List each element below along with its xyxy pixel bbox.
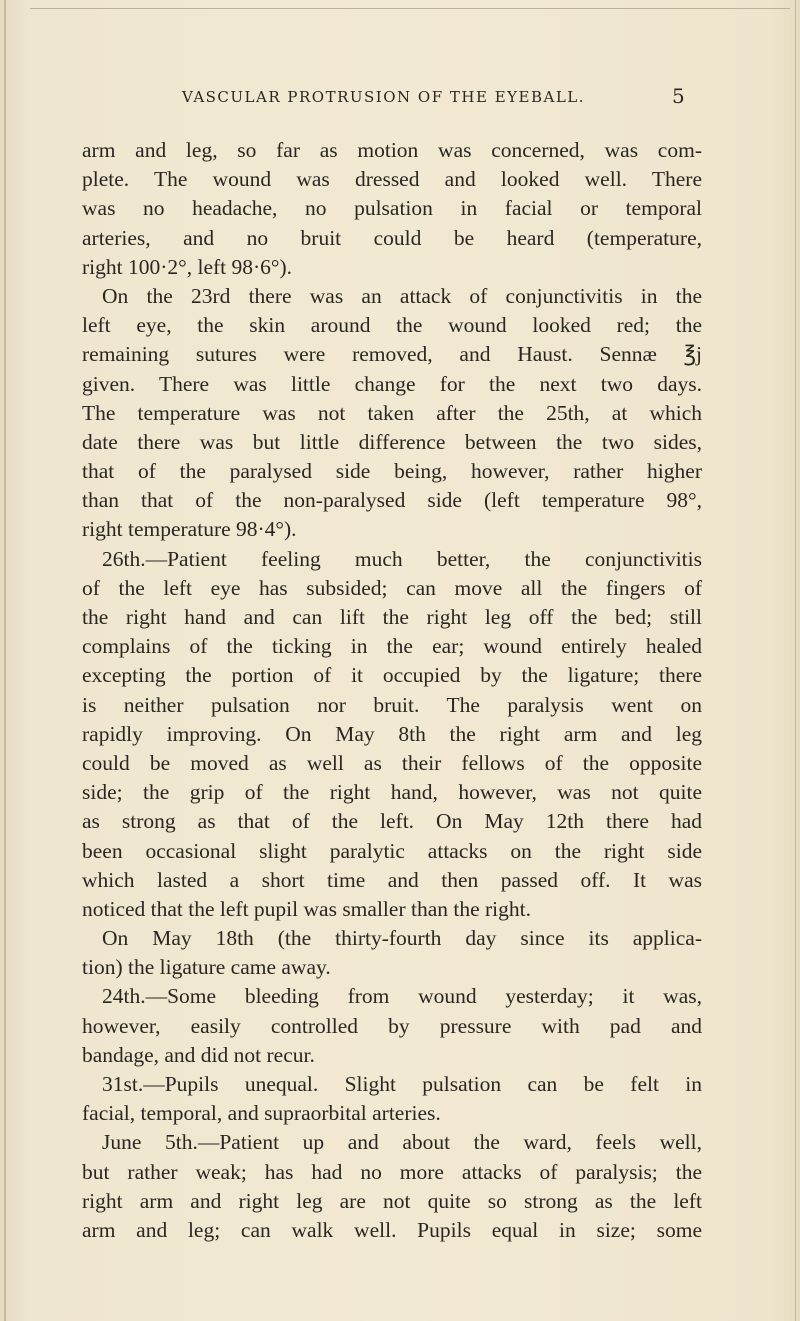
text-line: is neither pulsation nor bruit. The paralysis went on (82, 692, 702, 717)
text-line: plete. The wound was dressed and looked well. There (82, 167, 702, 192)
text-line: been occasional slight paralytic attacks on the right side (82, 838, 702, 863)
page-top-edge (30, 8, 790, 9)
text-line: On the 23rd there was an attack of conjunctivitis in the (102, 283, 702, 308)
text-line: rapidly improving. On May 8th the right arm and leg (82, 721, 702, 746)
text-line: noticed that the left pupil was smaller than the right. (82, 896, 531, 921)
text-line: complains of the ticking in the ear; wound entirely healed (82, 634, 702, 659)
text-line: facial, temporal, and supraorbital arteries. (82, 1101, 441, 1126)
text-line: tion) the ligature came away. (82, 955, 331, 980)
text-line: which lasted a short time and then passed off. It was (82, 867, 702, 892)
text-line: On May 18th (the thirty-fourth day since its applica- (102, 926, 702, 951)
text-line: side; the grip of the right hand, however, was not quite (82, 780, 702, 805)
text-line: right 100·2°, left 98·6°). (82, 254, 293, 279)
body-text (82, 136, 702, 1245)
text-line: 31st.—Pupils unequal. Slight pulsation can be felt in (102, 1072, 702, 1096)
text-line: could be moved as well as their fellows of the opposite (82, 750, 702, 775)
page-number: 5 (672, 84, 685, 108)
text-line: that of the paralysed side being, however, rather higher (82, 459, 702, 484)
text-line: right arm and right leg are not quite so strong as the left (82, 1188, 702, 1213)
page-gutter-shadow (4, 0, 6, 1321)
text-line: excepting the portion of it occupied by the ligature; there (82, 663, 702, 688)
text-line: arm and leg, so far as motion was concerned, was com- (82, 138, 702, 162)
text-line: the right hand and can lift the right leg off the bed; still (82, 605, 702, 629)
text-line: left eye, the skin around the wound looked red; the (82, 313, 702, 338)
page-header (182, 88, 660, 106)
text-line: 24th.—Some bleeding from wound yesterday; it was, (102, 984, 702, 1009)
text-line: was no headache, no pulsation in facial or temporal (82, 196, 702, 221)
text-line: arm and leg; can walk well. Pupils equal in size; some (82, 1217, 702, 1242)
page-right-edge (795, 0, 796, 1321)
text-line: of the left eye has subsided; can move all the fingers of (82, 575, 702, 600)
text-line: however, easily controlled by pressure with pad and (82, 1013, 702, 1038)
text-line: remaining sutures were removed, and Haust. Sennæ ℥j (82, 342, 702, 367)
text-line: given. There was little change for the next two days. (82, 371, 702, 396)
text-line: June 5th.—Patient up and about the ward, feels well, (102, 1130, 702, 1155)
text-line: as strong as that of the left. On May 12th there had (82, 809, 702, 834)
text-line: but rather weak; has had no more attacks of paralysis; the (82, 1159, 702, 1184)
text-line: The temperature was not taken after the 25th, at which (82, 400, 702, 425)
text-line: right temperature 98·4°). (82, 517, 297, 542)
text-line: arteries, and no bruit could be heard (temperature, (82, 225, 702, 250)
text-line: bandage, and did not recur. (82, 1042, 315, 1067)
text-line: date there was but little difference between the two sides, (82, 429, 702, 454)
text-line: 26th.—Patient feeling much better, the conjunctivitis (102, 546, 702, 571)
running-head: VASCULAR PROTRUSION OF THE EYEBALL. (182, 88, 586, 106)
text-line: than that of the non-paralysed side (left temperature 98°, (82, 488, 702, 513)
